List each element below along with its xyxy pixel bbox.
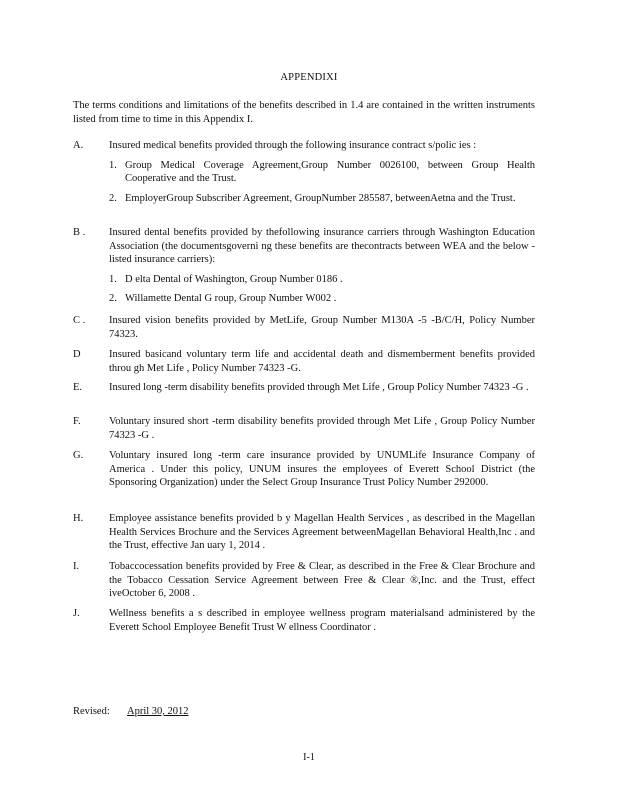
list-item-c [73, 314, 535, 341]
sub-item-text: Group Medical Coverage Agreement,Group Number 0026100, between Group Health Cooperative and the Trust. [125, 159, 535, 184]
page-title: APPENDIXI [280, 72, 338, 83]
list-item-f [73, 415, 535, 442]
revised-date: April 30, 2012 [127, 706, 189, 717]
item-text: Employee assistance benefits provided b y Magellan Health Services , as described in the Magellan Health Services Brochure and the Services Agreement betweenMagellan Behavioral Health,Inc . and the Trust, effective Jan uary 1, 2014 . [109, 513, 535, 551]
sub-item-number: 1. [109, 273, 117, 285]
sub-item-a1 [109, 159, 535, 186]
sub-item-b2 [109, 292, 535, 306]
item-letter: I. [73, 561, 80, 572]
item-letter: A. [73, 140, 84, 151]
sub-item-text: Willamette Dental G roup, Group Number W002 . [125, 293, 337, 304]
list-item-d [73, 348, 535, 375]
list-item-a [73, 139, 535, 205]
item-letter: B . [73, 227, 86, 238]
item-letter: C . [73, 315, 86, 326]
list-item-j [73, 607, 535, 634]
sub-item-a2 [109, 192, 535, 206]
revised-label: Revised: [73, 706, 110, 717]
item-text: Tobaccocessation benefits provided by Free & Clear, as described in the Free & Clear Brochure and the Tobacco Cessation Service Agreement between Free & Clear ®,Inc. and the Trust, effect iveOctober 6, 2008 . [109, 561, 535, 599]
item-text: Insured dental benefits provided by thefollowing insurance carriers through Washington Education Association (the documentsgoverni ng these benefits are thecontracts between WEA and the below -listed insurance carriers): [109, 227, 535, 265]
item-letter: D [73, 349, 81, 360]
item-text: Voluntary insured long -term care insurance provided by UNUMLife Insurance Company of America . Under this policy, UNUM insures the employees of Everett School District (the Sponsoring Organization) under the Select Group Insurance Trust Policy Number 292000. [109, 450, 535, 488]
intro-paragraph: The terms conditions and limitations of the benefits described in 1.4 are contained in the written instruments listed from time to time in this Appendix I. [73, 100, 535, 125]
sub-item-text: EmployerGroup Subscriber Agreement, GroupNumber 285587, betweenAetna and the Trust. [125, 192, 516, 204]
list-item-h [73, 512, 535, 553]
list-item-g [73, 449, 535, 490]
item-text: Voluntary insured short -term disability benefits provided through Met Life , Group Policy Number 74323 -G . [109, 416, 535, 441]
sub-item-b1 [109, 273, 535, 287]
item-letter: G. [73, 450, 84, 461]
list-item-i [73, 560, 535, 601]
item-text: Insured medical benefits provided through the following insurance contract s/polic ies : [109, 140, 477, 151]
item-letter: H. [73, 513, 84, 524]
item-letter: F. [73, 416, 81, 427]
item-text: Wellness benefits a s described in employee wellness program materialsand administered by the Everett School Employee Benefit Trust W ellness Coordinator . [109, 608, 535, 633]
item-letter: E. [73, 382, 83, 393]
item-text: Insured vision benefits provided by MetLife, Group Number M130A -5 -B/C/H, Policy Number 74323. [109, 315, 535, 340]
list-item-b [73, 226, 535, 306]
sub-item-number: 2. [109, 192, 117, 204]
sub-item-number: 2. [109, 293, 117, 304]
sub-item-number: 1. [109, 159, 117, 171]
item-text: Insured basicand voluntary term life and accidental death and dismemberment benefits provided throu gh Met Life , Policy Number 74323 -G. [109, 349, 535, 374]
item-text: Insured long -term disability benefits provided through Met Life , Group Policy Number 74323 -G . [109, 382, 529, 393]
item-letter: J. [73, 608, 80, 619]
list-item-e [73, 381, 535, 395]
sub-item-text: D elta Dental of Washington, Group Number 0186 . [125, 273, 343, 285]
page-number: I-1 [303, 752, 315, 763]
